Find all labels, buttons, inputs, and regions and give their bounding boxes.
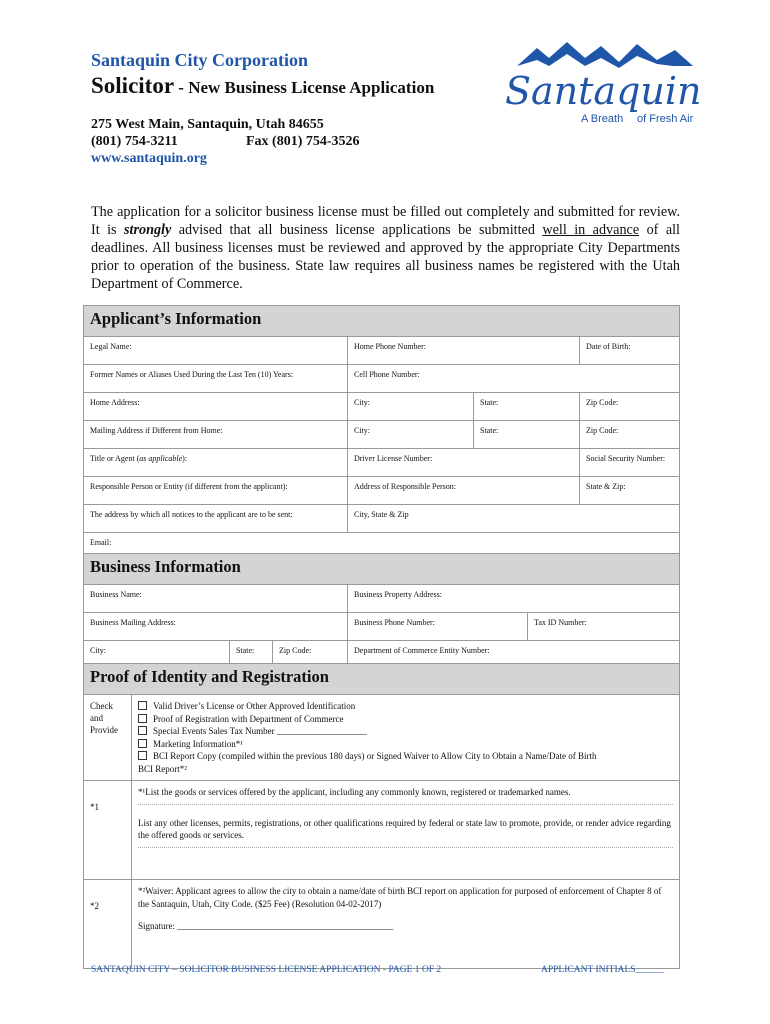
org-name: Santaquin City Corporation — [91, 50, 309, 70]
home-city-field[interactable]: City: — [348, 393, 474, 421]
business-property-address-field[interactable]: Business Property Address: — [348, 585, 680, 613]
answer-line[interactable] — [138, 846, 673, 848]
dob-field[interactable]: Date of Birth: — [580, 337, 680, 365]
page-title — [91, 73, 434, 99]
ssn-field[interactable]: Social Security Number: — [580, 449, 680, 477]
notices-address-field[interactable]: The address by which all notices to the applicant are to be sent: — [84, 505, 348, 533]
logo-word: Santaquin — [505, 69, 702, 113]
tax-id-field[interactable]: Tax ID Number: — [528, 613, 680, 641]
mountains-icon — [517, 42, 693, 68]
business-name-field[interactable]: Business Name: — [84, 585, 348, 613]
santaquin-logo — [497, 36, 702, 131]
responsible-field[interactable]: Responsible Person or Entity (if different from the applicant): — [84, 477, 348, 505]
proof-item[interactable]: Proof of Registration with Department of Commerce — [138, 713, 673, 726]
intro-paragraph: The application for a solicitor business license must be filled out completely and submitted for review. It is strongly advised that all business license applications be submitted well in advance of all deadlines. All business licenses must be reviewed and approved by the appropriate City Departments prior to operation of the business. State law requires all business names be registered with the Utah Department of Commerce. — [91, 204, 680, 292]
mailing-state-field[interactable]: State: — [474, 421, 580, 449]
checkbox[interactable] — [138, 701, 147, 710]
proof-item-cont: BCI Report*² — [138, 763, 187, 774]
legal-name-field[interactable]: Legal Name: — [84, 337, 348, 365]
checkbox[interactable] — [138, 714, 147, 723]
proof-item[interactable]: Special Events Sales Tax Number ____________________ — [138, 725, 673, 738]
business-heading: Business Information — [84, 554, 680, 585]
title-main: Solicitor — [91, 73, 175, 98]
address: 275 West Main, Santaquin, Utah 84655 — [91, 117, 324, 132]
checkbox[interactable] — [138, 739, 147, 748]
proof-item[interactable]: Marketing Information*¹ — [138, 738, 673, 751]
home-address-field[interactable]: Home Address: — [84, 393, 348, 421]
proof-item[interactable]: BCI Report Copy (compiled within the previous 180 days) or Signed Waiver to Allow City to Obtain a Name/Date of Birth — [138, 750, 673, 763]
home-zip-field[interactable]: Zip Code: — [580, 393, 680, 421]
proof-item[interactable]: Valid Driver’s License or Other Approved Identification — [138, 700, 673, 713]
star1-label: *1 — [84, 781, 132, 880]
title-sub: - New Business License Application — [174, 78, 435, 97]
logo-tagline-a: A Breath — [581, 113, 624, 125]
fax: Fax (801) 754-3526 — [246, 134, 360, 149]
applicant-table — [83, 305, 680, 561]
business-table — [83, 553, 680, 669]
proof-table — [83, 663, 680, 969]
checkbox[interactable] — [138, 726, 147, 735]
answer-line[interactable] — [138, 803, 673, 805]
star2-label: *2 — [84, 880, 132, 969]
notices-city-state-zip-field[interactable]: City, State & Zip — [348, 505, 680, 533]
logo-tagline-b: of Fresh Air — [637, 113, 694, 125]
check-provide-label: Check and Provide — [84, 695, 132, 781]
email-field[interactable]: Email: — [84, 533, 680, 561]
waiver-note: *²Waiver: Applicant agrees to allow the city to obtain a name/date of birth BCI report on application for purposed of enforcement of Chapter 8 of the Santaquin, Utah, City Code. ($25 Fee) (Resolution 04-02-2017) Signature: ________________________________________________ — [132, 880, 680, 969]
applicant-heading: Applicant’s Information — [84, 306, 680, 337]
mailing-address-field[interactable]: Mailing Address if Different from Home: — [84, 421, 348, 449]
business-mailing-address-field[interactable]: Business Mailing Address: — [84, 613, 348, 641]
home-state-field[interactable]: State: — [474, 393, 580, 421]
contact-block — [91, 116, 360, 167]
driver-license-field[interactable]: Driver License Number: — [348, 449, 580, 477]
footer-right: APPLICANT INITIALS______ — [541, 965, 665, 975]
cell-phone-field[interactable]: Cell Phone Number: — [348, 365, 680, 393]
home-phone-field[interactable]: Home Phone Number: — [348, 337, 580, 365]
mailing-city-field[interactable]: City: — [348, 421, 474, 449]
phone: (801) 754-3211 — [91, 134, 178, 149]
goods-services-note: *¹List the goods or services offered by the applicant, including any commonly known, registered or trademarked names. List any other licenses, permits, registrations, or other qualifications required by federal or state law to promote, provide, or render advice regarding the offered goods or services. — [132, 781, 680, 880]
responsible-address-field[interactable]: Address of Responsible Person: — [348, 477, 580, 505]
commerce-entity-field[interactable]: Department of Commerce Entity Number: — [348, 641, 680, 669]
title-agent-field[interactable]: Title or Agent (as applicable): — [84, 449, 348, 477]
proof-checklist — [132, 695, 680, 781]
business-city-field[interactable]: City: — [84, 641, 230, 669]
proof-heading: Proof of Identity and Registration — [84, 664, 680, 695]
business-phone-field[interactable]: Business Phone Number: — [348, 613, 528, 641]
business-zip-field[interactable]: Zip Code: — [273, 641, 348, 669]
former-names-field[interactable]: Former Names or Aliases Used During the Last Ten (10) Years: — [84, 365, 348, 393]
website-link[interactable]: www.santaquin.org — [91, 151, 207, 166]
mailing-zip-field[interactable]: Zip Code: — [580, 421, 680, 449]
signature-line[interactable]: Signature: ________________________________________________ — [138, 921, 394, 931]
business-state-field[interactable]: State: — [230, 641, 273, 669]
footer-left: SANTAQUIN CITY – SOLICITOR BUSINESS LICENSE APPLICATION - PAGE 1 OF 2 — [91, 965, 442, 975]
checkbox[interactable] — [138, 751, 147, 760]
state-zip-field[interactable]: State & Zip: — [580, 477, 680, 505]
